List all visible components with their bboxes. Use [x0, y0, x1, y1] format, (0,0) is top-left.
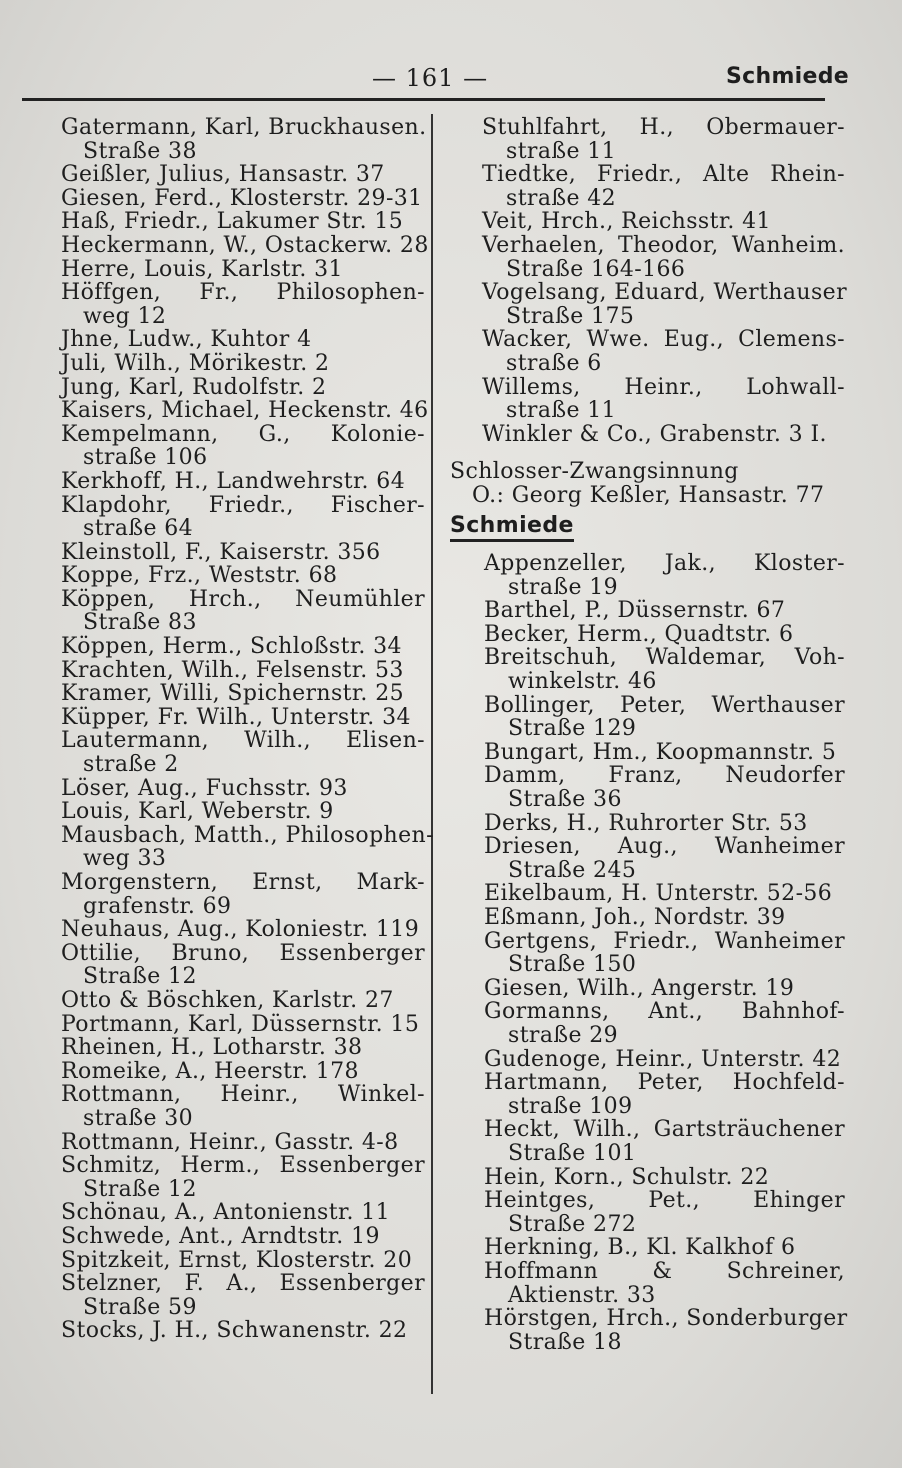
directory-entry [55, 918, 425, 942]
schmiede-entries [450, 551, 848, 1355]
entry-line: Hörstgen, Hrch., Sonderburger [484, 1306, 848, 1332]
entry-line: Portmann, Karl, Düssernstr. 15 [61, 1011, 420, 1037]
directory-entry [450, 1189, 845, 1236]
entry-line: Eßmann, Joh., Nordstr. 39 [484, 905, 786, 930]
directory-entry [55, 398, 429, 424]
directory-entry [55, 494, 425, 541]
entry-line: Stelzner, F. A., Essenberger [61, 1271, 425, 1297]
directory-entry [450, 835, 845, 882]
guild-entry [450, 460, 845, 507]
entry-line: Geißler, Julius, Hansastr. 37 [61, 162, 385, 188]
entry-line: Gudenoge, Heinr., Unterstr. 42 [484, 1046, 842, 1072]
directory-entry [55, 163, 425, 187]
directory-entry [55, 470, 425, 494]
entry-line: Kleinstoll, F., Kaiserstr. 356 [61, 539, 381, 565]
entry-line: Spitzkeit, Ernst, Klosterstr. 20 [61, 1247, 413, 1273]
entry-continuation: straße 11 [506, 398, 617, 424]
entry-line: Derks, H., Ruhrorter Str. 53 [484, 810, 808, 836]
entry-line: Morgenstern, Ernst, Mark- [61, 870, 425, 895]
directory-entry [450, 552, 845, 599]
directory-entry [55, 588, 425, 635]
right-column-top-entries [450, 116, 845, 446]
entry-line: Damm, Franz, Neudorfer [484, 763, 845, 789]
entry-line: Klapdohr, Friedr., Fischer- [61, 492, 425, 518]
entry-line: Barthel, P., Düssernstr. 67 [484, 598, 786, 624]
entry-line: Lautermann, Wilh., Elisen- [61, 728, 425, 754]
directory-entry [450, 116, 845, 163]
directory-entry [55, 258, 425, 282]
directory-entry [450, 1071, 845, 1118]
guild-chair: O.: Georg Keßler, Hansastr. 77 [472, 482, 825, 508]
entry-line: Bollinger, Peter, Werthauser [484, 692, 845, 718]
directory-entry [450, 1118, 845, 1165]
entry-line: Breitschuh, Waldemar, Voh- [484, 645, 845, 671]
entry-line: Hein, Korn., Schulstr. 22 [484, 1164, 770, 1190]
directory-entry [450, 163, 845, 210]
entry-line: Otto & Böschken, Karlstr. 27 [61, 987, 394, 1013]
entry-continuation: straße 2 [83, 752, 179, 778]
directory-entry [450, 599, 845, 623]
directory-entry [55, 210, 425, 234]
entry-line: Neuhaus, Aug., Koloniestr. 119 [61, 917, 420, 943]
entry-continuation: weg 33 [83, 846, 167, 872]
directory-entry [55, 281, 425, 328]
entry-continuation: Straße 38 [83, 138, 197, 164]
directory-entry [450, 741, 845, 765]
directory-entry [450, 1048, 845, 1072]
entry-line: Giesen, Ferd., Klosterstr. 29-31 [61, 185, 423, 211]
entry-line: Gatermann, Karl, Bruckhausen. [61, 115, 427, 140]
entry-line: Schwede, Ant., Arndtstr. 19 [61, 1223, 380, 1249]
entry-line: Hartmann, Peter, Hochfeld- [484, 1070, 845, 1096]
directory-entry [450, 977, 845, 1001]
entry-continuation: straße 30 [83, 1105, 194, 1131]
header-rule [22, 98, 825, 101]
directory-entry [450, 906, 845, 930]
running-head [0, 64, 902, 98]
entry-line: Tiedtke, Friedr., Alte Rhein- [482, 162, 845, 188]
entry-continuation: Straße 150 [508, 952, 637, 978]
entry-continuation: Straße 12 [83, 964, 197, 990]
entry-line: Kerkhoff, H., Landwehrstr. 64 [61, 468, 406, 494]
entry-line: Stocks, J. H., Schwanenstr. 22 [61, 1318, 408, 1344]
left-column [55, 115, 434, 1344]
directory-entry [450, 764, 845, 811]
directory-entry [55, 800, 425, 824]
section-title-schmiede: Schmiede [450, 514, 574, 543]
entry-line: Hoffmann & Schreiner, [484, 1258, 845, 1284]
entry-line: Verhaelen, Theodor, Wanheim. [482, 232, 845, 258]
directory-entry [55, 116, 425, 163]
section-gap [450, 446, 845, 460]
directory-entry [55, 352, 425, 376]
directory-entry [55, 328, 425, 352]
entry-continuation: straße 19 [508, 574, 619, 600]
entry-line: Köppen, Hrch., Neumühler [61, 586, 425, 612]
entry-continuation: Straße 272 [508, 1211, 637, 1237]
entry-continuation: Straße 101 [508, 1140, 637, 1166]
directory-entry [55, 1272, 425, 1319]
entry-continuation: Straße 175 [506, 303, 635, 329]
directory-entry [55, 187, 425, 211]
entry-continuation: straße 109 [508, 1093, 633, 1119]
directory-entry [55, 1083, 425, 1130]
directory-entry [55, 1249, 425, 1273]
directory-entry [55, 871, 425, 918]
directory-entry [450, 234, 845, 281]
page-number: — 161 — [372, 64, 489, 92]
entry-line: Jung, Karl, Rudolfstr. 2 [61, 374, 327, 400]
entry-line: Driesen, Aug., Wanheimer [484, 834, 845, 860]
directory-entry [55, 942, 425, 989]
directory-entry [450, 1260, 845, 1307]
entry-line: Giesen, Wilh., Angerstr. 19 [484, 975, 795, 1001]
entry-line: Kaisers, Michael, Heckenstr. 46 [61, 398, 429, 424]
directory-entry [450, 623, 845, 647]
entry-continuation: winkelstr. 46 [508, 669, 657, 695]
directory-entry [55, 706, 425, 730]
entry-continuation: straße 29 [508, 1022, 619, 1048]
entry-line: Jhne, Ludw., Kuhtor 4 [61, 327, 312, 353]
directory-entry [450, 930, 845, 977]
entry-line: Stuhlfahrt, H., Obermauer- [482, 115, 845, 140]
entry-continuation: Straße 164-166 [506, 256, 686, 282]
directory-entry [55, 822, 434, 872]
directory-entry [450, 1166, 845, 1190]
directory-entry [55, 232, 429, 258]
directory-entry [55, 1319, 425, 1343]
entry-line: Krachten, Wilh., Felsenstr. 53 [61, 657, 404, 683]
entry-line: Rottmann, Heinr., Gasstr. 4-8 [61, 1129, 399, 1155]
entry-line: Höffgen, Fr., Philosophen- [61, 280, 425, 306]
entry-line: Löser, Aug., Fuchsstr. 93 [61, 775, 348, 801]
entry-continuation: Straße 83 [83, 610, 197, 636]
entry-line: Kempelmann, G., Kolonie- [61, 421, 425, 447]
entry-line: Veit, Hrch., Reichsstr. 41 [482, 209, 771, 235]
column-divider [431, 114, 433, 1394]
entry-continuation: Straße 12 [83, 1176, 197, 1202]
entry-continuation: grafenstr. 69 [83, 893, 232, 919]
entry-line: Haß, Friedr., Lakumer Str. 15 [61, 209, 404, 235]
entry-continuation: Straße 129 [508, 716, 637, 742]
entry-line: Rheinen, H., Lotharstr. 38 [61, 1035, 363, 1061]
entry-continuation: Straße 245 [508, 857, 637, 883]
right-column [450, 115, 848, 1355]
directory-entry [450, 1000, 845, 1047]
directory-entry [450, 1306, 848, 1355]
entry-continuation: Straße 18 [508, 1329, 622, 1355]
directory-entry [55, 1201, 425, 1225]
entry-line: Heckermann, W., Ostackerw. 28 [61, 232, 429, 258]
directory-entry [450, 1236, 845, 1260]
guild-name: Schlosser-Zwangsinnung [450, 459, 739, 485]
directory-entry [55, 1060, 425, 1084]
entry-line: Eikelbaum, H. Unterstr. 52-56 [484, 881, 833, 907]
entry-line: Vogelsang, Eduard, Werthauser [482, 280, 847, 306]
entry-continuation: straße 106 [83, 445, 208, 471]
entry-line: Becker, Herm., Quadtstr. 6 [484, 621, 794, 647]
directory-entry [55, 1225, 425, 1249]
directory-entry [55, 777, 425, 801]
entry-line: Willems, Heinr., Lohwall- [482, 374, 845, 400]
directory-entry [55, 659, 425, 683]
entry-line: Juli, Wilh., Mörikestr. 2 [61, 350, 330, 376]
entry-line: Ottilie, Bruno, Essenberger [61, 940, 425, 966]
entry-line: Gertgens, Friedr., Wanheimer [484, 928, 845, 954]
entry-line: Schönau, A., Antonienstr. 11 [61, 1200, 391, 1226]
entry-continuation: weg 12 [83, 303, 167, 329]
entry-line: Mausbach, Matth., Philosophen- [61, 822, 434, 848]
directory-entry [55, 1154, 425, 1201]
entry-line: Köppen, Herm., Schloßstr. 34 [61, 634, 402, 660]
directory-entry [55, 682, 425, 706]
entry-line: Herkning, B., Kl. Kalkhof 6 [484, 1235, 796, 1261]
directory-entry [55, 541, 425, 565]
directory-entry [450, 423, 845, 447]
entry-continuation: Aktienstr. 33 [508, 1282, 656, 1308]
entry-line: Schmitz, Herm., Essenberger [61, 1153, 425, 1179]
entry-line: Herre, Louis, Karlstr. 31 [61, 256, 343, 282]
directory-entry [55, 729, 425, 776]
directory-entry [450, 376, 845, 423]
entry-line: Rottmann, Heinr., Winkel- [61, 1082, 425, 1108]
directory-entry [450, 882, 845, 906]
directory-entry [450, 210, 845, 234]
directory-entry [450, 694, 845, 741]
entry-continuation: Straße 59 [83, 1294, 197, 1320]
entry-line: Wacker, Wwe. Eug., Clemens- [482, 327, 845, 353]
entry-line: Kramer, Willi, Spichernstr. 25 [61, 681, 404, 707]
entry-line: Romeike, A., Heerstr. 178 [61, 1058, 359, 1084]
entry-line: Küpper, Fr. Wilh., Unterstr. 34 [61, 704, 411, 730]
directory-entry [55, 1013, 425, 1037]
running-title: Schmiede [726, 64, 850, 89]
entry-line: Heckt, Wilh., Gartsträuchener [484, 1117, 845, 1143]
directory-entry [55, 989, 425, 1013]
entry-continuation: straße 11 [506, 138, 617, 164]
entry-continuation: straße 6 [506, 350, 602, 376]
entry-continuation: Straße 36 [508, 787, 622, 813]
directory-entry [450, 328, 845, 375]
entry-line: Bungart, Hm., Koopmannstr. 5 [484, 739, 837, 765]
entry-line: Louis, Karl, Weberstr. 9 [61, 799, 334, 825]
directory-entry [55, 635, 425, 659]
entry-line: Appenzeller, Jak., Kloster- [484, 551, 845, 577]
directory-entry [55, 376, 425, 400]
entry-line: Winkler & Co., Grabenstr. 3 I. [482, 421, 827, 447]
directory-entry [55, 423, 425, 470]
entry-continuation: straße 42 [506, 185, 617, 211]
entry-line: Heintges, Pet., Ehinger [484, 1188, 845, 1214]
directory-entry [450, 281, 845, 328]
directory-entry [450, 812, 845, 836]
directory-entry [55, 1131, 425, 1155]
directory-entry [55, 564, 425, 588]
entry-line: Koppe, Frz., Weststr. 68 [61, 563, 338, 589]
entry-continuation: straße 64 [83, 516, 194, 542]
directory-entry [450, 646, 845, 693]
directory-entry [55, 1036, 425, 1060]
entry-line: Gormanns, Ant., Bahnhof- [484, 999, 845, 1025]
